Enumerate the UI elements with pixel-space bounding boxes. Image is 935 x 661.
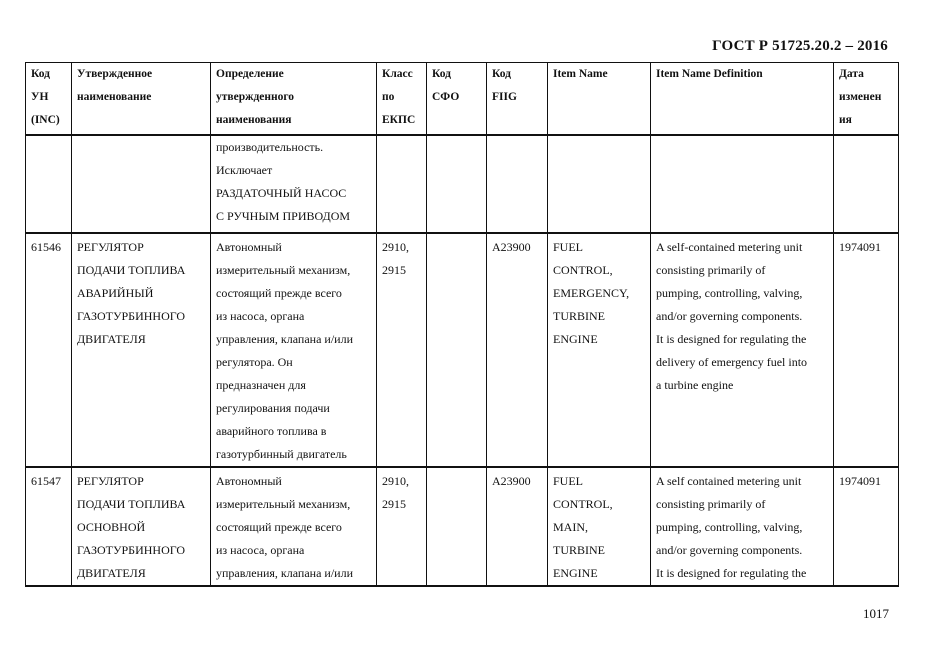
cell-text-line: Класс (382, 68, 413, 80)
cell-text-line: Автономный (216, 240, 282, 254)
cell-text-line: газотурбинный двигатель (216, 447, 347, 461)
col-header-inc (26, 63, 72, 136)
cell-text-line: УН (31, 91, 49, 103)
cell-text-line: ЕКПС (382, 114, 416, 126)
cell-text-line: ия (839, 114, 852, 126)
cell-text-line: EMERGENCY, (553, 286, 630, 300)
cell-text-line: consisting primarily of (656, 497, 766, 511)
cell-text-line: CONTROL, (553, 497, 613, 511)
cell-item-definition (651, 233, 834, 467)
cell-item-name (548, 467, 651, 586)
cell-ekps (377, 233, 427, 467)
cell-text-line: изменен (839, 91, 882, 103)
cell-text-line: производительность. (216, 140, 324, 154)
cell-text-line: A23900 (492, 240, 531, 254)
cell-text-line: TURBINE (553, 543, 605, 557)
page-number: 1017 (863, 606, 889, 621)
cell-fiig (487, 467, 548, 586)
col-header-definition (211, 63, 377, 136)
cell-text-line: 2915 (382, 497, 406, 511)
cell-text-line: FUEL (553, 474, 583, 488)
col-header-sfo-code (427, 63, 487, 136)
document-title: ГОСТ Р 51725.20.2 – 2016 (712, 38, 888, 54)
cell-ekps (377, 135, 427, 233)
col-header-approved-name (72, 63, 211, 136)
cell-text-line: ДВИГАТЕЛЯ (77, 566, 146, 580)
cell-sfo (427, 467, 487, 586)
cell-text-line: Дата (839, 68, 864, 80)
cell-text-line: РЕГУЛЯТОР (77, 240, 144, 254)
cell-inc (26, 135, 72, 233)
cell-text-line: предназначен для (216, 378, 306, 392)
cell-inc (26, 233, 72, 467)
cell-text-line: A self-contained metering unit (656, 240, 803, 254)
cell-text-line: ENGINE (553, 566, 598, 580)
cell-approved-name (72, 135, 211, 233)
cell-text-line: and/or governing components. (656, 543, 803, 557)
cell-text-line: утвержденного (216, 91, 295, 103)
cell-text-line: РЕГУЛЯТОР (77, 474, 144, 488)
col-header-fiig-code (487, 63, 548, 136)
cell-item-definition (651, 135, 834, 233)
cell-text-line: СФО (432, 91, 460, 103)
cell-text-line: 1974091 (839, 474, 881, 488)
cell-text-line: Утвержденное (77, 68, 153, 80)
cell-text-line: Код (31, 68, 51, 80)
cell-date (834, 233, 899, 467)
cell-text-line: управления, клапана и/или (216, 332, 354, 346)
cell-text-line: Автономный (216, 474, 282, 488)
cell-text-line: измерительный механизм, (216, 497, 351, 511)
table-row-continuation (26, 135, 899, 233)
cell-text-line: 2910, (382, 474, 409, 488)
cell-definition (211, 233, 377, 467)
cell-definition (211, 135, 377, 233)
nomenclature-table (25, 62, 899, 587)
cell-text-line: a turbine engine (656, 378, 734, 392)
cell-text-line: ГАЗОТУРБИННОГО (77, 543, 186, 557)
cell-text-line: It is designed for regulating the (656, 566, 807, 580)
cell-text-line: ENGINE (553, 332, 598, 346)
cell-text-line: по (382, 91, 395, 103)
cell-text-line: (INC) (31, 114, 60, 126)
cell-text-line: and/or governing components. (656, 309, 803, 323)
cell-item-name (548, 233, 651, 467)
cell-date (834, 467, 899, 586)
cell-approved-name (72, 233, 211, 467)
table-row (26, 467, 899, 586)
cell-text-line: 2910, (382, 240, 409, 254)
cell-text-line: ГАЗОТУРБИННОГО (77, 309, 186, 323)
col-header-item-name-definition (651, 63, 834, 136)
cell-approved-name (72, 467, 211, 586)
cell-text-line: It is designed for regulating the (656, 332, 807, 346)
col-header-item-name (548, 63, 651, 136)
cell-text-line: состоящий прежде всего (216, 286, 342, 300)
cell-text-line: pumping, controlling, valving, (656, 286, 803, 300)
cell-text-line: 61546 (31, 240, 61, 254)
cell-ekps (377, 467, 427, 586)
cell-text-line: consisting primarily of (656, 263, 766, 277)
cell-text-line: Исключает (216, 163, 273, 177)
cell-text-line: управления, клапана и/или (216, 566, 354, 580)
cell-text-line: измерительный механизм, (216, 263, 351, 277)
cell-text-line: MAIN, (553, 520, 588, 534)
cell-text-line: delivery of emergency fuel into (656, 355, 808, 369)
cell-item-name (548, 135, 651, 233)
cell-definition (211, 467, 377, 586)
cell-sfo (427, 135, 487, 233)
cell-text-line: из насоса, органа (216, 543, 305, 557)
cell-text-line: A23900 (492, 474, 531, 488)
cell-text-line: Item Name (553, 68, 608, 80)
cell-text-line: ПОДАЧИ ТОПЛИВА (77, 497, 186, 511)
cell-text-line: CONTROL, (553, 263, 613, 277)
cell-text-line: РАЗДАТОЧНЫЙ НАСОС (216, 186, 347, 200)
cell-text-line: Item Name Definition (656, 68, 763, 80)
col-header-ekps-class (377, 63, 427, 136)
cell-text-line: FUEL (553, 240, 583, 254)
cell-text-line: A self contained metering unit (656, 474, 802, 488)
table-row (26, 233, 899, 467)
cell-text-line: регулятора. Он (216, 355, 293, 369)
cell-text-line: 61547 (31, 474, 61, 488)
cell-text-line: TURBINE (553, 309, 605, 323)
cell-text-line: С РУЧНЫМ ПРИВОДОМ (216, 209, 351, 223)
cell-text-line: FIIG (492, 91, 517, 103)
cell-text-line: состоящий прежде всего (216, 520, 342, 534)
cell-text-line: ПОДАЧИ ТОПЛИВА (77, 263, 186, 277)
cell-text-line: наименование (77, 91, 152, 103)
cell-text-line: 2915 (382, 263, 406, 277)
cell-text-line: 1974091 (839, 240, 881, 254)
cell-item-definition (651, 467, 834, 586)
cell-text-line: регулирования подачи (216, 401, 330, 415)
cell-text-line: аварийного топлива в (216, 424, 327, 438)
cell-fiig (487, 233, 548, 467)
cell-text-line: АВАРИЙНЫЙ (77, 286, 154, 300)
cell-inc (26, 467, 72, 586)
cell-text-line: ДВИГАТЕЛЯ (77, 332, 146, 346)
cell-text-line: Код (432, 68, 452, 80)
cell-text-line: из насоса, органа (216, 309, 305, 323)
cell-sfo (427, 233, 487, 467)
header-row (26, 63, 899, 136)
col-header-change-date (834, 63, 899, 136)
cell-text-line: наименования (216, 114, 292, 126)
cell-text-line: ОСНОВНОЙ (77, 520, 146, 534)
cell-text-line: pumping, controlling, valving, (656, 520, 803, 534)
cell-text-line: Определение (216, 68, 284, 80)
cell-fiig (487, 135, 548, 233)
cell-text-line: Код (492, 68, 512, 80)
cell-date (834, 135, 899, 233)
